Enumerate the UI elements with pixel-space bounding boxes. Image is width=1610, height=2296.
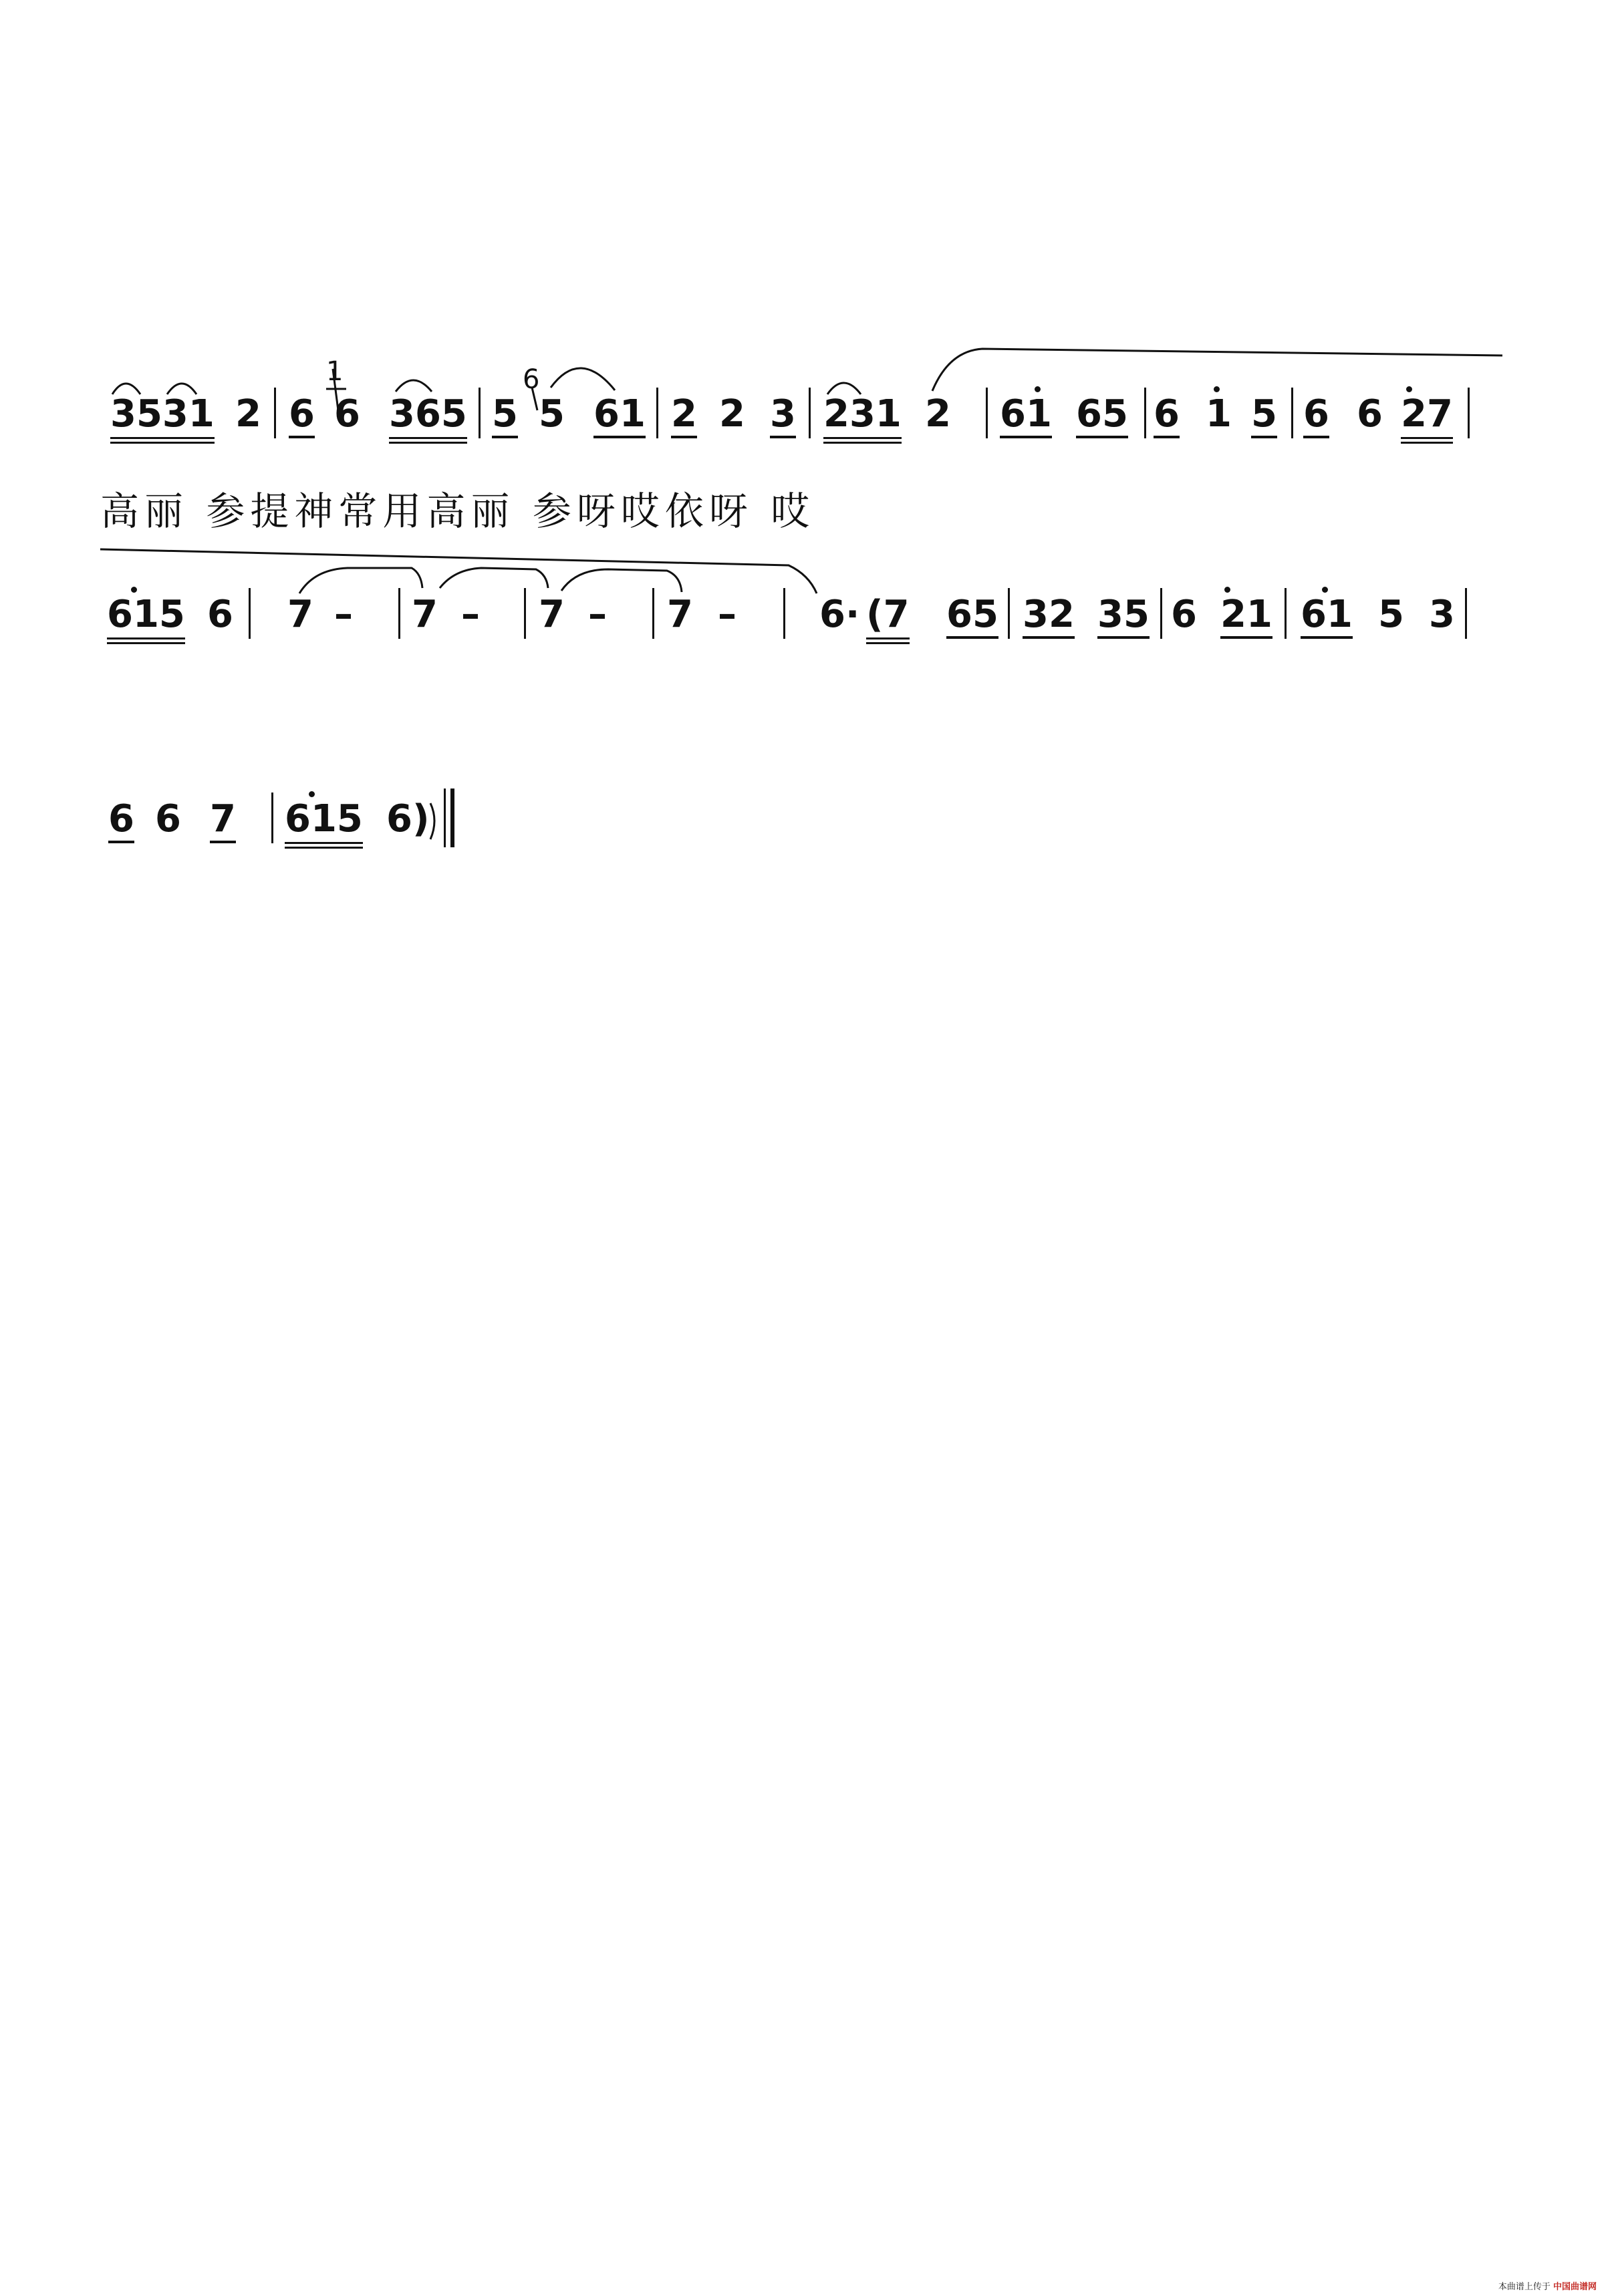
final-barline-thick bbox=[450, 788, 454, 847]
barline bbox=[1144, 388, 1146, 438]
note: 2 bbox=[925, 392, 951, 436]
barline bbox=[398, 588, 400, 639]
note-group: 61 bbox=[593, 396, 646, 438]
note: 6 bbox=[1303, 396, 1329, 438]
note: 6 bbox=[334, 392, 360, 436]
note: 5 bbox=[1378, 593, 1404, 636]
barline bbox=[809, 388, 811, 438]
note-group: 365 bbox=[389, 396, 467, 444]
note-group: 615 bbox=[107, 596, 185, 644]
note-group: 35 bbox=[1097, 596, 1150, 639]
barline bbox=[479, 388, 481, 438]
note-group: 3531 bbox=[110, 396, 215, 444]
note-group: 65 bbox=[1076, 396, 1128, 438]
octave-dot bbox=[131, 587, 137, 593]
note: – bbox=[588, 593, 607, 636]
note: 2 bbox=[671, 396, 697, 438]
score-line-3 bbox=[0, 786, 1610, 919]
lyrics-line: 高丽 参提神常用高丽 参呀哎依呀 哎 bbox=[100, 488, 815, 534]
barline bbox=[271, 793, 273, 843]
barline bbox=[1465, 588, 1467, 639]
note-group: 65 bbox=[946, 596, 998, 639]
note-group: 27 bbox=[1401, 396, 1453, 444]
score-line-2 bbox=[0, 581, 1610, 715]
note-group: 615 bbox=[285, 801, 363, 849]
barline bbox=[1291, 388, 1293, 438]
note: 6 bbox=[1154, 396, 1180, 438]
barline bbox=[652, 588, 654, 639]
footer-watermark bbox=[1498, 2279, 1597, 2292]
note: 6 bbox=[1171, 593, 1197, 636]
barline bbox=[249, 588, 251, 639]
note: 6 bbox=[1357, 392, 1383, 436]
barline bbox=[1008, 588, 1010, 639]
octave-dot bbox=[1406, 386, 1412, 392]
note-group: 61 bbox=[1000, 396, 1052, 438]
note: – bbox=[461, 593, 480, 636]
note: 6 bbox=[108, 801, 134, 843]
note: 5 bbox=[539, 392, 565, 436]
note: 3 bbox=[1429, 593, 1455, 636]
octave-dot bbox=[1224, 587, 1230, 593]
note: 7 bbox=[287, 593, 313, 636]
note: 6· bbox=[819, 593, 860, 636]
note: 6 bbox=[155, 797, 181, 841]
grace-note: 6 bbox=[523, 364, 540, 395]
grace-note: 1 bbox=[326, 356, 344, 387]
note: 6 bbox=[289, 396, 315, 438]
note: 7 bbox=[539, 593, 565, 636]
octave-dot bbox=[1035, 386, 1041, 392]
note: – bbox=[718, 593, 736, 636]
barline bbox=[1468, 388, 1470, 438]
barline bbox=[1160, 588, 1162, 639]
note: 3 bbox=[770, 396, 796, 438]
note: (7 bbox=[866, 596, 910, 644]
footer-text: 本曲谱上传于 bbox=[1498, 2282, 1551, 2292]
octave-dot bbox=[1214, 386, 1220, 392]
barline bbox=[1285, 588, 1287, 639]
note-group: 61 bbox=[1301, 596, 1353, 639]
note-group: 21 bbox=[1220, 596, 1272, 639]
note: 7 bbox=[412, 593, 438, 636]
barline bbox=[986, 388, 988, 438]
note: 5 bbox=[492, 396, 518, 438]
barline bbox=[524, 588, 526, 639]
note: 6 bbox=[207, 593, 233, 636]
note: 2 bbox=[235, 392, 261, 436]
octave-dot bbox=[309, 791, 315, 797]
barline bbox=[783, 588, 785, 639]
note: 5 bbox=[1251, 396, 1277, 438]
note: 7 bbox=[667, 593, 693, 636]
final-barline-thin bbox=[444, 788, 446, 847]
note-group: 231 bbox=[823, 396, 902, 444]
note: 2 bbox=[719, 392, 745, 436]
barline bbox=[656, 388, 658, 438]
note: 7 bbox=[210, 801, 236, 843]
note: – bbox=[334, 593, 353, 636]
note: 6) bbox=[386, 797, 430, 841]
note: 1 bbox=[1206, 392, 1232, 436]
note-group: 32 bbox=[1023, 596, 1075, 639]
footer-brand: 中国曲谱网 bbox=[1553, 2282, 1597, 2292]
barline bbox=[274, 388, 276, 438]
octave-dot bbox=[1322, 587, 1328, 593]
